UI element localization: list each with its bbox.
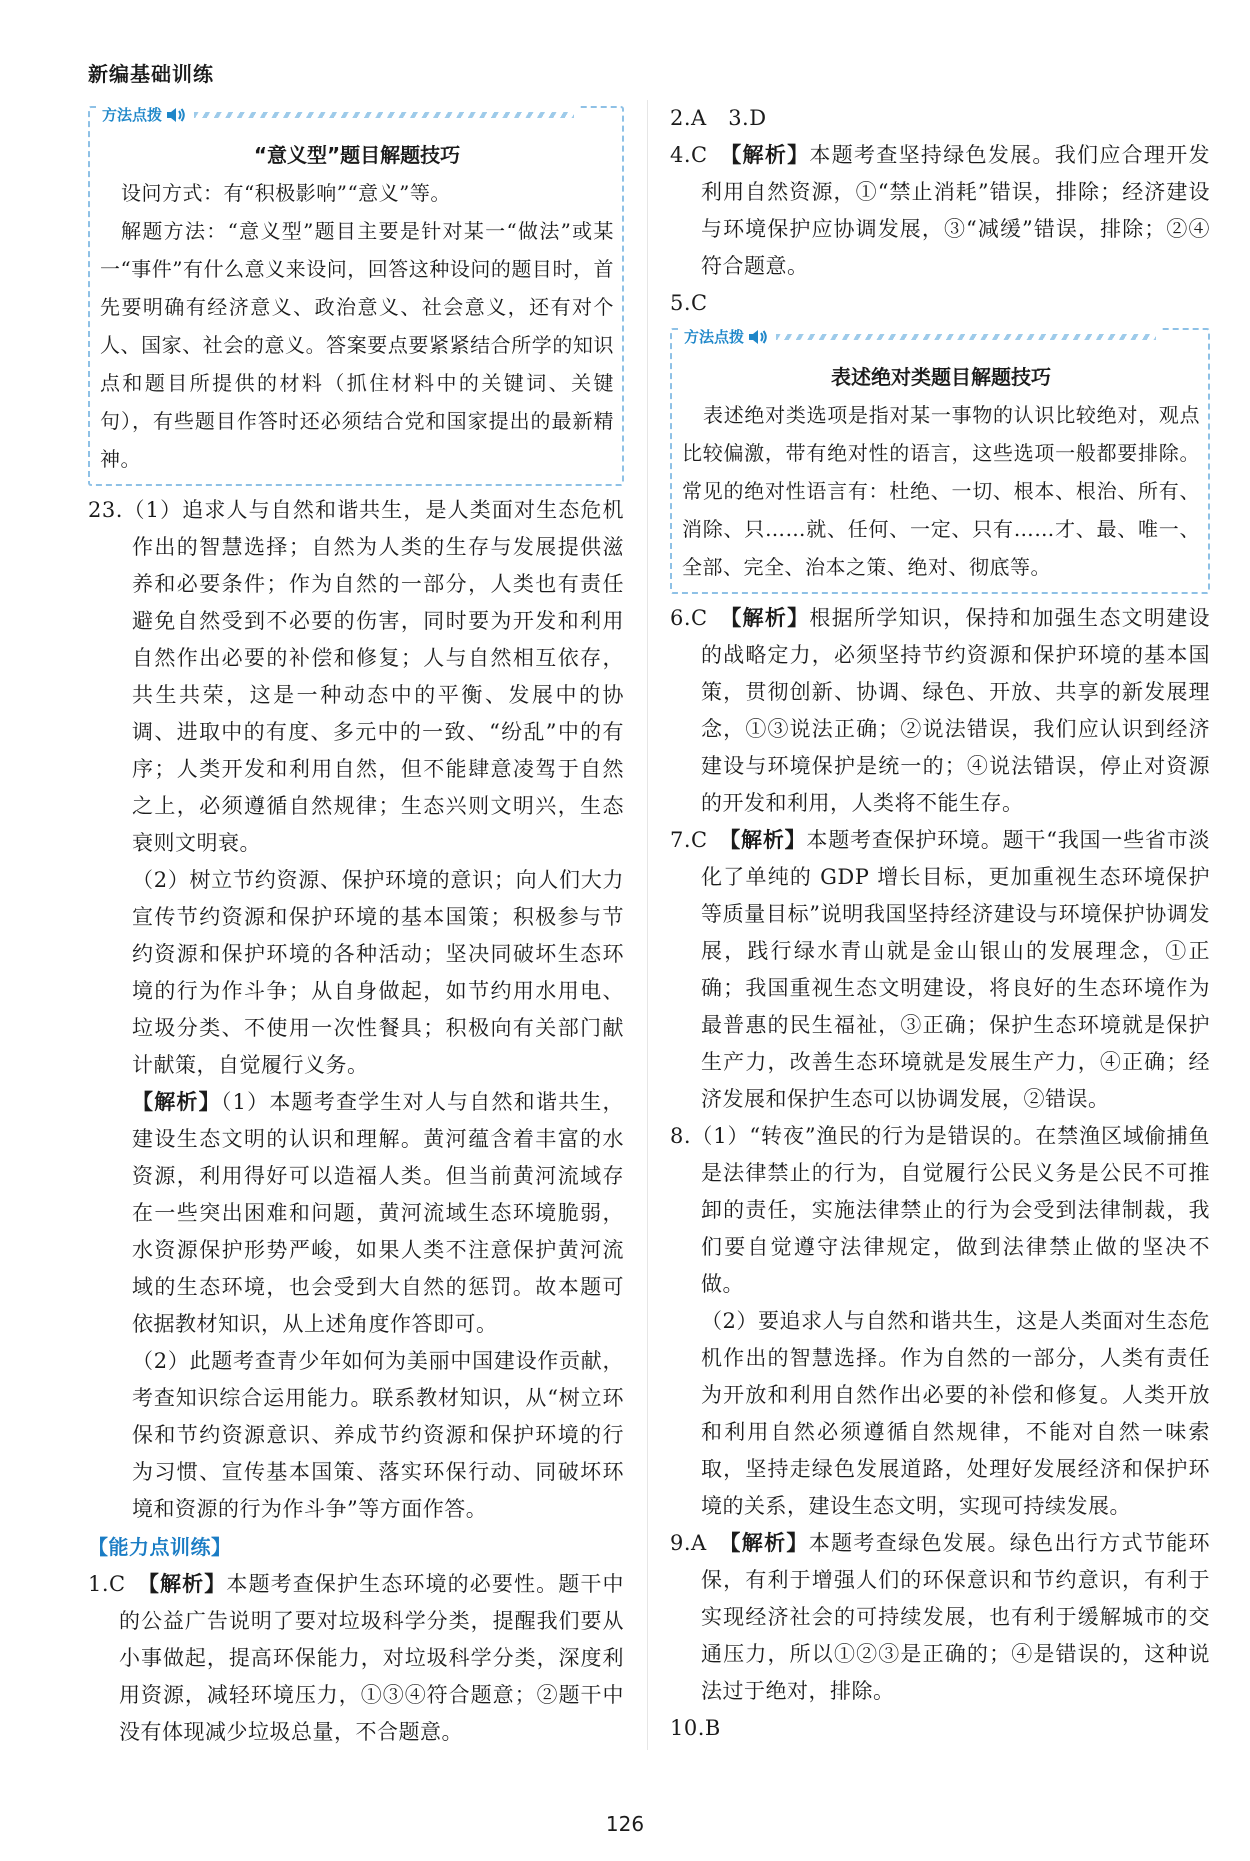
answer-5: 5.C [670, 291, 708, 315]
answer-4: 4.C 【解析】本题考查坚持绿色发展。我们应合理开发利用自然资源，①“禁止消耗”错误，排除；经济建设与环境保护应协调发展，③“减缓”错误，排除；②④符合题意。 [670, 143, 1211, 278]
answer-23-analysis-2: （2）此题考查青少年如何为美丽中国建设作贡献，考查知识综合运用能力。联系教材知识，从“树立环保和节约资源意识、养成节约资源和保护环境的行为习惯、宣传基本国策、落实环保行动、同破坏环境和资源的行为作斗争”等方面作答。 [132, 1349, 624, 1521]
answer-23-part-2: （2）树立节约资源、保护环境的意识；向人们大力宣传节约资源和保护环境的基本国策；积极参与节约资源和保护环境的各种活动；坚决同破坏生态环境的行为作斗争；从自身做起，如节约用水用电、垃圾分类、不使用一次性餐具；积极向有关部门献计献策，自觉履行义务。 [132, 868, 624, 1077]
tip-box-title: “意义型”题目解题技巧 [253, 143, 461, 167]
speaker-icon [748, 329, 768, 345]
section-ability-training: 【能力点训练】 [88, 1535, 232, 1559]
page-number: 126 [605, 1812, 645, 1836]
tip-box-method: 解题方法：“意义型”题目主要是针对某一“做法”或某一“事件”有什么意义来设问，回答这种设问的题目时，首先要明确有经济意义、政治意义、社会意义，还有对个人、国家、社会的意义。答案要点要紧紧结合所学的知识点和题目所提供的材料（抓住材料中的关键词、关键句），有些题目作答时还必须结合党和国家提出的最新精神。 [100, 219, 614, 471]
right-column [670, 100, 1210, 1747]
tip-box-content: 表述绝对类选项是指对某一事物的认识比较绝对，观点比较偏激，带有绝对性的语言，这些选项一般都要排除。常见的绝对性语言有：杜绝、一切、根本、根治、所有、消除、只……就、任何、一定、只有……才、最、唯一、全部、完全、治本之策、绝对、彻底等。 [682, 403, 1200, 579]
answer-1: 1.C 【解析】本题考查保护生态环境的必要性。题干中的公益广告说明了要对垃圾科学分类，提醒我们要从小事做起，提高环保能力，对垃圾科学分类，深度利用资源，减轻环境压力，①③④符合题意；②题干中没有体现减少垃圾总量，不合题意。 [88, 1572, 625, 1744]
answer-2-3: 2.A 3.D [670, 106, 767, 130]
answer-9: 9.A 【解析】本题考查绿色发展。绿色出行方式节能环保，有利于增强人们的环保意识和节约意识，有利于实现经济社会的可持续发展，也有利于缓解城市的交通压力，所以①②③是正确的；④是错误的，这种说法过于绝对，排除。 [670, 1531, 1211, 1703]
answer-8-part-1: 8.（1）“转夜”渔民的行为是错误的。在禁渔区域偷捕鱼是法律禁止的行为，自觉履行公民义务是公民不可推卸的责任，实施法律禁止的行为会受到法律制裁，我们要自觉遵守法律规定，做到法律禁止做的坚决不做。 [670, 1124, 1210, 1296]
analysis-tag: 【解析】 [132, 1090, 221, 1114]
answer-10: 10.B [670, 1716, 721, 1740]
speaker-icon [166, 107, 186, 123]
answer-8-part-2: （2）要追求人与自然和谐共生，这是人类面对生态危机作出的智慧选择。作为自然的一部分，人类有责任为开放和利用自然作出必要的补偿和修复。人类开放和利用自然必须遵循自然规律，不能对自然一味索取，坚持走绿色发展道路，处理好发展经济和保护环境的关系，建设生态文明，实现可持续发展。 [701, 1309, 1210, 1518]
answer-6: 6.C 【解析】根据所学知识，保持和加强生态文明建设的战略定力，必须坚持节约资源和保护环境的基本国策，贯彻创新、协调、绿色、开放、共享的新发展理念，①③说法正确；②说法错误，我们应认识到经济建设与环境保护是统一的；④说法错误，停止对资源的开发和利用，人类将不能生存。 [670, 606, 1211, 815]
answer-23-analysis-1: 【解析】（1）本题考查学生对人与自然和谐共生，建设生态文明的认识和理解。黄河蕴含着丰富的水资源，利用得好可以造福人类。但当前黄河流域存在一些突出困难和问题，黄河流域生态环境脆弱，水资源保护形势严峻，如果人类不注意保护黄河流域的生态环境，也会受到大自然的惩罚。故本题可依据教材知识，从上述角度作答即可。 [132, 1090, 624, 1336]
tip-box-dashes [776, 334, 1156, 340]
tip-box-tag: 方法点拨 [678, 326, 1162, 347]
tip-box-title: 表述绝对类题目解题技巧 [831, 365, 1051, 389]
left-column [88, 100, 624, 1751]
tip-box-question-form: 设问方式：有“积极影响”“意义”等。 [121, 181, 451, 205]
answer-7: 7.C 【解析】本题考查保护环境。题干“我国一些省市淡化了单纯的 GDP 增长目标，更加重视生态环境保护等质量目标”说明我国坚持经济建设与环境保护协调发展，践行绿水青山就是金山银山的发展理念，①正确；我国重视生态文明建设，将良好的生态环境作为最普惠的民生福祉，③正确；保护生态环境就是保护生产力，改善生态环境就是发展生产力，④正确；经济发展和保护生态可以协调发展，②错误。 [670, 828, 1211, 1111]
tip-box-tag: 方法点拨 [96, 104, 580, 125]
tip-box-dashes [194, 112, 574, 118]
answer-23-part-1: 23.（1）追求人与自然和谐共生，是人类面对生态危机作出的智慧选择；自然为人类的生存与发展提供滋养和必要条件；作为自然的一部分，人类也有责任避免自然受到不必要的伤害，同时要为开发和利用自然作出必要的补偿和修复；人与自然相互依存，共生共荣，这是一种动态中的平衡、发展中的协调、进取中的有度、多元中的一致、“纷乱”中的有序；人类开发和利用自然，但不能肆意凌驾于自然之上，必须遵循自然规律；生态兴则文明兴，生态衰则文明衰。 [88, 498, 624, 855]
method-tip-box-absolute [670, 328, 1210, 594]
method-tip-box-meaning [88, 106, 624, 486]
book-header: 新编基础训练 [88, 62, 214, 86]
